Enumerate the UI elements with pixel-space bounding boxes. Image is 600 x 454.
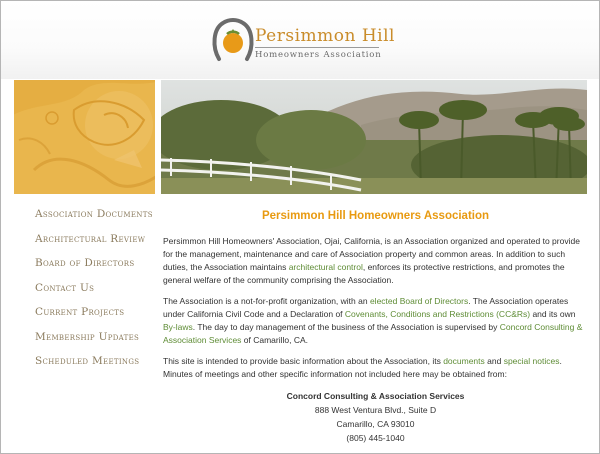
address-company: Concord Consulting & Association Services xyxy=(286,391,465,401)
logo-title: Persimmon Hill xyxy=(255,26,395,46)
text: of Camarillo, CA. xyxy=(241,335,309,345)
intro-paragraph xyxy=(163,235,588,287)
nav-board-of-directors[interactable]: Board of Directors xyxy=(35,257,135,269)
hero-landscape-photo xyxy=(161,80,587,194)
address-street: 888 West Ventura Blvd., Suite D xyxy=(314,405,437,415)
decorative-persimmon-panel xyxy=(14,80,155,194)
nav-membership-updates[interactable]: Membership Updates xyxy=(35,330,140,343)
bylaws-link[interactable]: By-laws xyxy=(163,322,193,332)
text: , enforces its protective restrictions, and promotes the general welfare of the community comprising the Association. xyxy=(163,262,565,285)
nav-scheduled-meetings[interactable]: Scheduled Meetings xyxy=(35,355,140,367)
architectural-control-link[interactable]: architectural control xyxy=(288,262,363,272)
contact-address xyxy=(163,389,588,445)
nav-current-projects[interactable]: Current Projects xyxy=(35,306,125,318)
nav-contact-us[interactable]: Contact Us xyxy=(35,281,95,294)
page-heading: Persimmon Hill Homeowners Association xyxy=(261,210,490,222)
logo-subtitle: Homeowners Association xyxy=(255,50,382,60)
text: Persimmon Hill Homeowners' Association, Ojai, California, is an Association organized and operated to provide for the management, maintenance and care of Association property and common areas. In addition to such duties, the Association maintains xyxy=(163,236,580,272)
text: and its own xyxy=(530,309,576,319)
header xyxy=(1,1,599,79)
documents-link[interactable]: documents xyxy=(443,356,485,366)
nav-architectural-review[interactable]: Architectural Review xyxy=(35,232,146,245)
site-logo[interactable] xyxy=(211,17,411,69)
organization-paragraph xyxy=(163,295,588,347)
special-notices-link[interactable]: special notices xyxy=(503,356,560,366)
side-navigation xyxy=(35,208,153,380)
nav-association-documents[interactable]: Association Documents xyxy=(35,208,153,220)
info-paragraph xyxy=(163,355,588,381)
main-content xyxy=(163,210,588,445)
text: . Minutes of meetings and other specific information not included here may be obtained from: xyxy=(163,356,562,379)
address-city: Camarillo, CA 93010 xyxy=(336,419,415,429)
text: . The Association operates under California Civil Code and a Declaration of xyxy=(163,296,569,319)
horseshoe-persimmon-icon xyxy=(211,17,255,63)
text: . The day to day management of the business of the Association is supervised by xyxy=(192,322,500,332)
concord-consulting-link[interactable]: Concord Consulting & Association Services xyxy=(163,322,583,345)
logo-divider xyxy=(255,47,379,48)
address-phone: (805) 445-1040 xyxy=(346,433,405,443)
text: The Association is a not-for-profit organization, with an xyxy=(163,296,370,306)
ccrs-link[interactable]: Covenants, Conditions and Restrictions (CC&Rs) xyxy=(344,309,531,319)
text: and xyxy=(484,356,504,366)
text: This site is intended to provide basic information about the Association, its xyxy=(163,356,444,366)
board-of-directors-link[interactable]: elected Board of Directors xyxy=(369,296,469,306)
